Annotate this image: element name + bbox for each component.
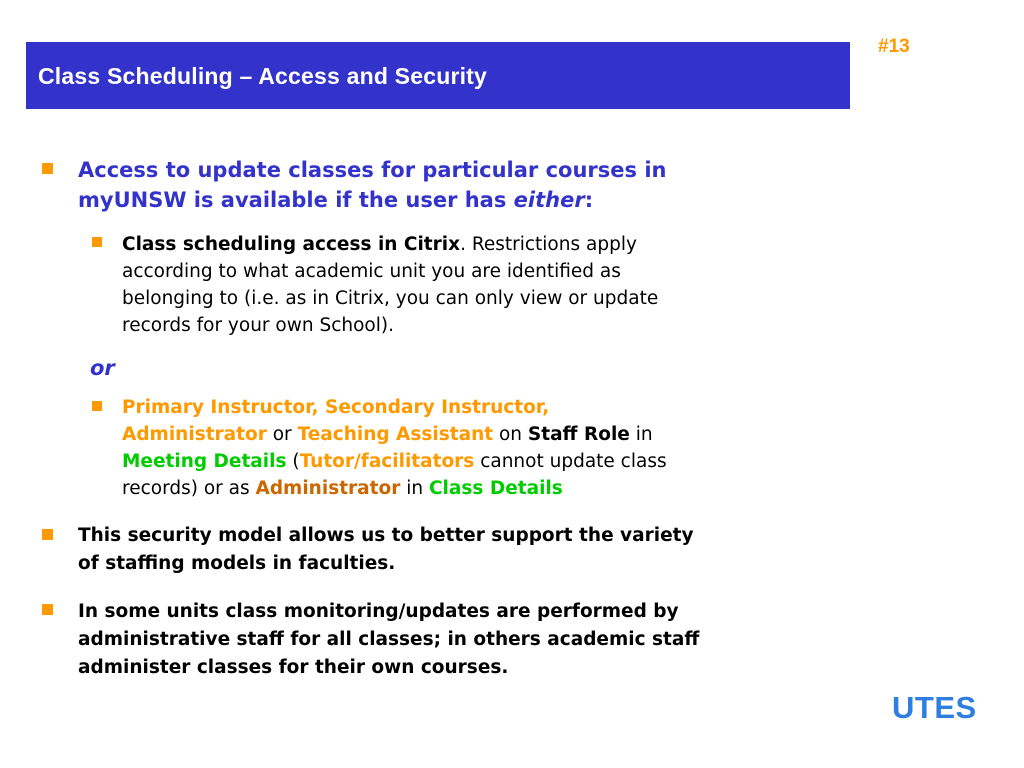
title-bar [26, 42, 850, 109]
sub-1-line-4: records for your own School). [122, 315, 394, 336]
on-text: on [493, 424, 528, 445]
slide-title: Class Scheduling – Access and Security [38, 63, 488, 89]
administrator-role: Administrator [122, 424, 267, 445]
citrix-access-label: Class scheduling access in Citrix [122, 234, 461, 255]
or-text: or [266, 424, 298, 445]
staff-role-label: Staff Role [527, 424, 630, 445]
or-separator: or [90, 356, 115, 380]
sub-1-line-2: according to what academic unit you are identified as [122, 261, 621, 282]
bullet-1-colon: : [584, 188, 594, 212]
sub-bullet-square-icon [92, 401, 102, 411]
bullet-square-icon [42, 163, 53, 174]
sub-1-line-3: belonging to (i.e. as in Citrix, you can only view or update [122, 288, 659, 309]
cannot-update-text: cannot update class [474, 451, 667, 472]
bullet-3-line-1: In some units class monitoring/updates are performed by [78, 601, 679, 622]
bullet-2-line-2: of staffing models in faculties. [78, 553, 396, 574]
administrator-role-2: Administrator [255, 478, 401, 499]
records-text: records) or as [122, 478, 256, 499]
sub-2-line-3 [122, 451, 667, 472]
sub-2-line-4 [122, 478, 563, 499]
sub-2-line-1 [122, 397, 549, 418]
utes-logo-text: UTES [892, 690, 977, 725]
class-details-label: Class Details [428, 478, 563, 499]
paren-open: ( [286, 451, 300, 472]
bullet-1-line-1: Access to update classes for particular courses in [78, 158, 667, 182]
in-text-2: in [400, 478, 429, 499]
tutor-facilitators-role: Tutor/facilitators [299, 451, 475, 472]
teaching-assistant-role: Teaching Assistant [297, 424, 494, 445]
sub-bullet-square-icon [92, 237, 102, 247]
bullet-3-line-2: administrative staff for all classes; in others academic staff [78, 629, 700, 650]
bullet-1-line-2 [78, 188, 593, 212]
either-emphasis: either [513, 188, 585, 212]
meeting-details-label: Meeting Details [122, 451, 287, 472]
bullet-3-line-3: administer classes for their own courses. [78, 657, 509, 678]
bullet-square-icon [42, 604, 53, 615]
sub-1-text: . Restrictions apply [460, 234, 637, 255]
instructor-roles: Primary Instructor, Secondary Instructor, [122, 397, 550, 418]
bullet-1-text: myUNSW is available if the user has [78, 188, 514, 212]
slide-number: #13 [878, 36, 910, 57]
bullet-square-icon [42, 529, 53, 540]
sub-2-line-2 [122, 424, 653, 445]
sub-1-line-1 [122, 234, 637, 255]
in-text: in [629, 424, 653, 445]
bullet-2-line-1: This security model allows us to better support the variety [78, 525, 694, 546]
